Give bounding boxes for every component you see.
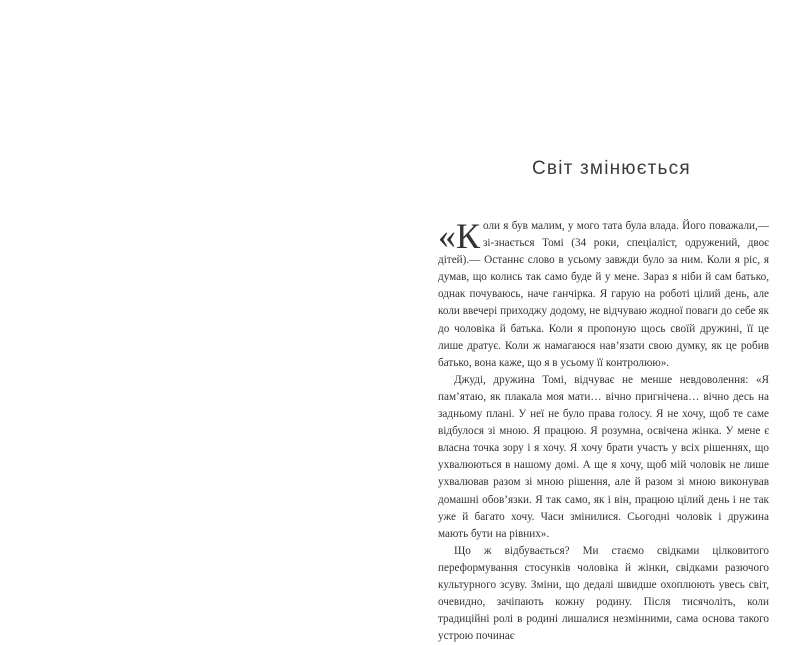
paragraph-1	[438, 218, 769, 372]
paragraph-2: Джуді, дружина Томі, відчуває не менше невдоволення: «Я пам’ятаю, як плакала моя мати… вічно пригнічена… вічно десь на задньому плані. У неї не було права голосу. Я не хочу, щоб те саме відбулося зі мною. Я працюю. Я розумна, освічена жінка. У мене є власна точка зору і я хочу. Я хочу брати участь у всіх рішеннях, що ухвалюються в нашому домі. А ще я хочу, щоб мій чоловік не лише ухвалював разом зі мною рішення, але й разом зі мною виконував домашні обов’язки. Я так само, як і він, працюю цілий день і не так уже й багато хочу. Часи змінилися. Сьогодні чоловік і дружина мають бути на рівних».	[438, 373, 769, 540]
left-page	[0, 0, 400, 570]
opening-quote: «	[438, 216, 456, 256]
paragraph-1-text: оли я був малим, у мого тата була влада. Його поважали,— зі-знається Томі (34 роки, спеціаліст, одружений, двоє дітей).— Останнє слово в усьому завжди було за ним. Коли я ріс, я думав, що колись так само буде й у мене. Зараз я ніби й сам батько, однак почуваюсь, наче ганчірка. Я гарую на роботі цілий день, але коли ввечері приходжу додому, не відчуваю жодної поваги до себе як до чоловіка й батька. Коли я пропоную щось своїй дружині, її це лише дратує. Коли ж намагаюся нав’язати свою думку, як це робив батько, вона каже, що я в усьому її контролюю».	[438, 220, 769, 369]
chapter-title: Світ змінюється	[532, 158, 691, 179]
body-text	[438, 218, 769, 645]
paragraph-3: Що ж відбувається? Ми стаємо свідками цілковитого переформування стосунків чоловіка й жінки, свідками разючого культурного зсуву. Зміни, що дедалі швидше охоплюють увесь світ, очевидно, зачіпають кожну родину. Після тисячоліть, коли традиційні ролі в родині лишалися незмінними, сама основа такого устрою починає	[438, 544, 769, 643]
drop-cap-letter: К	[456, 216, 481, 256]
drop-cap	[438, 216, 481, 256]
